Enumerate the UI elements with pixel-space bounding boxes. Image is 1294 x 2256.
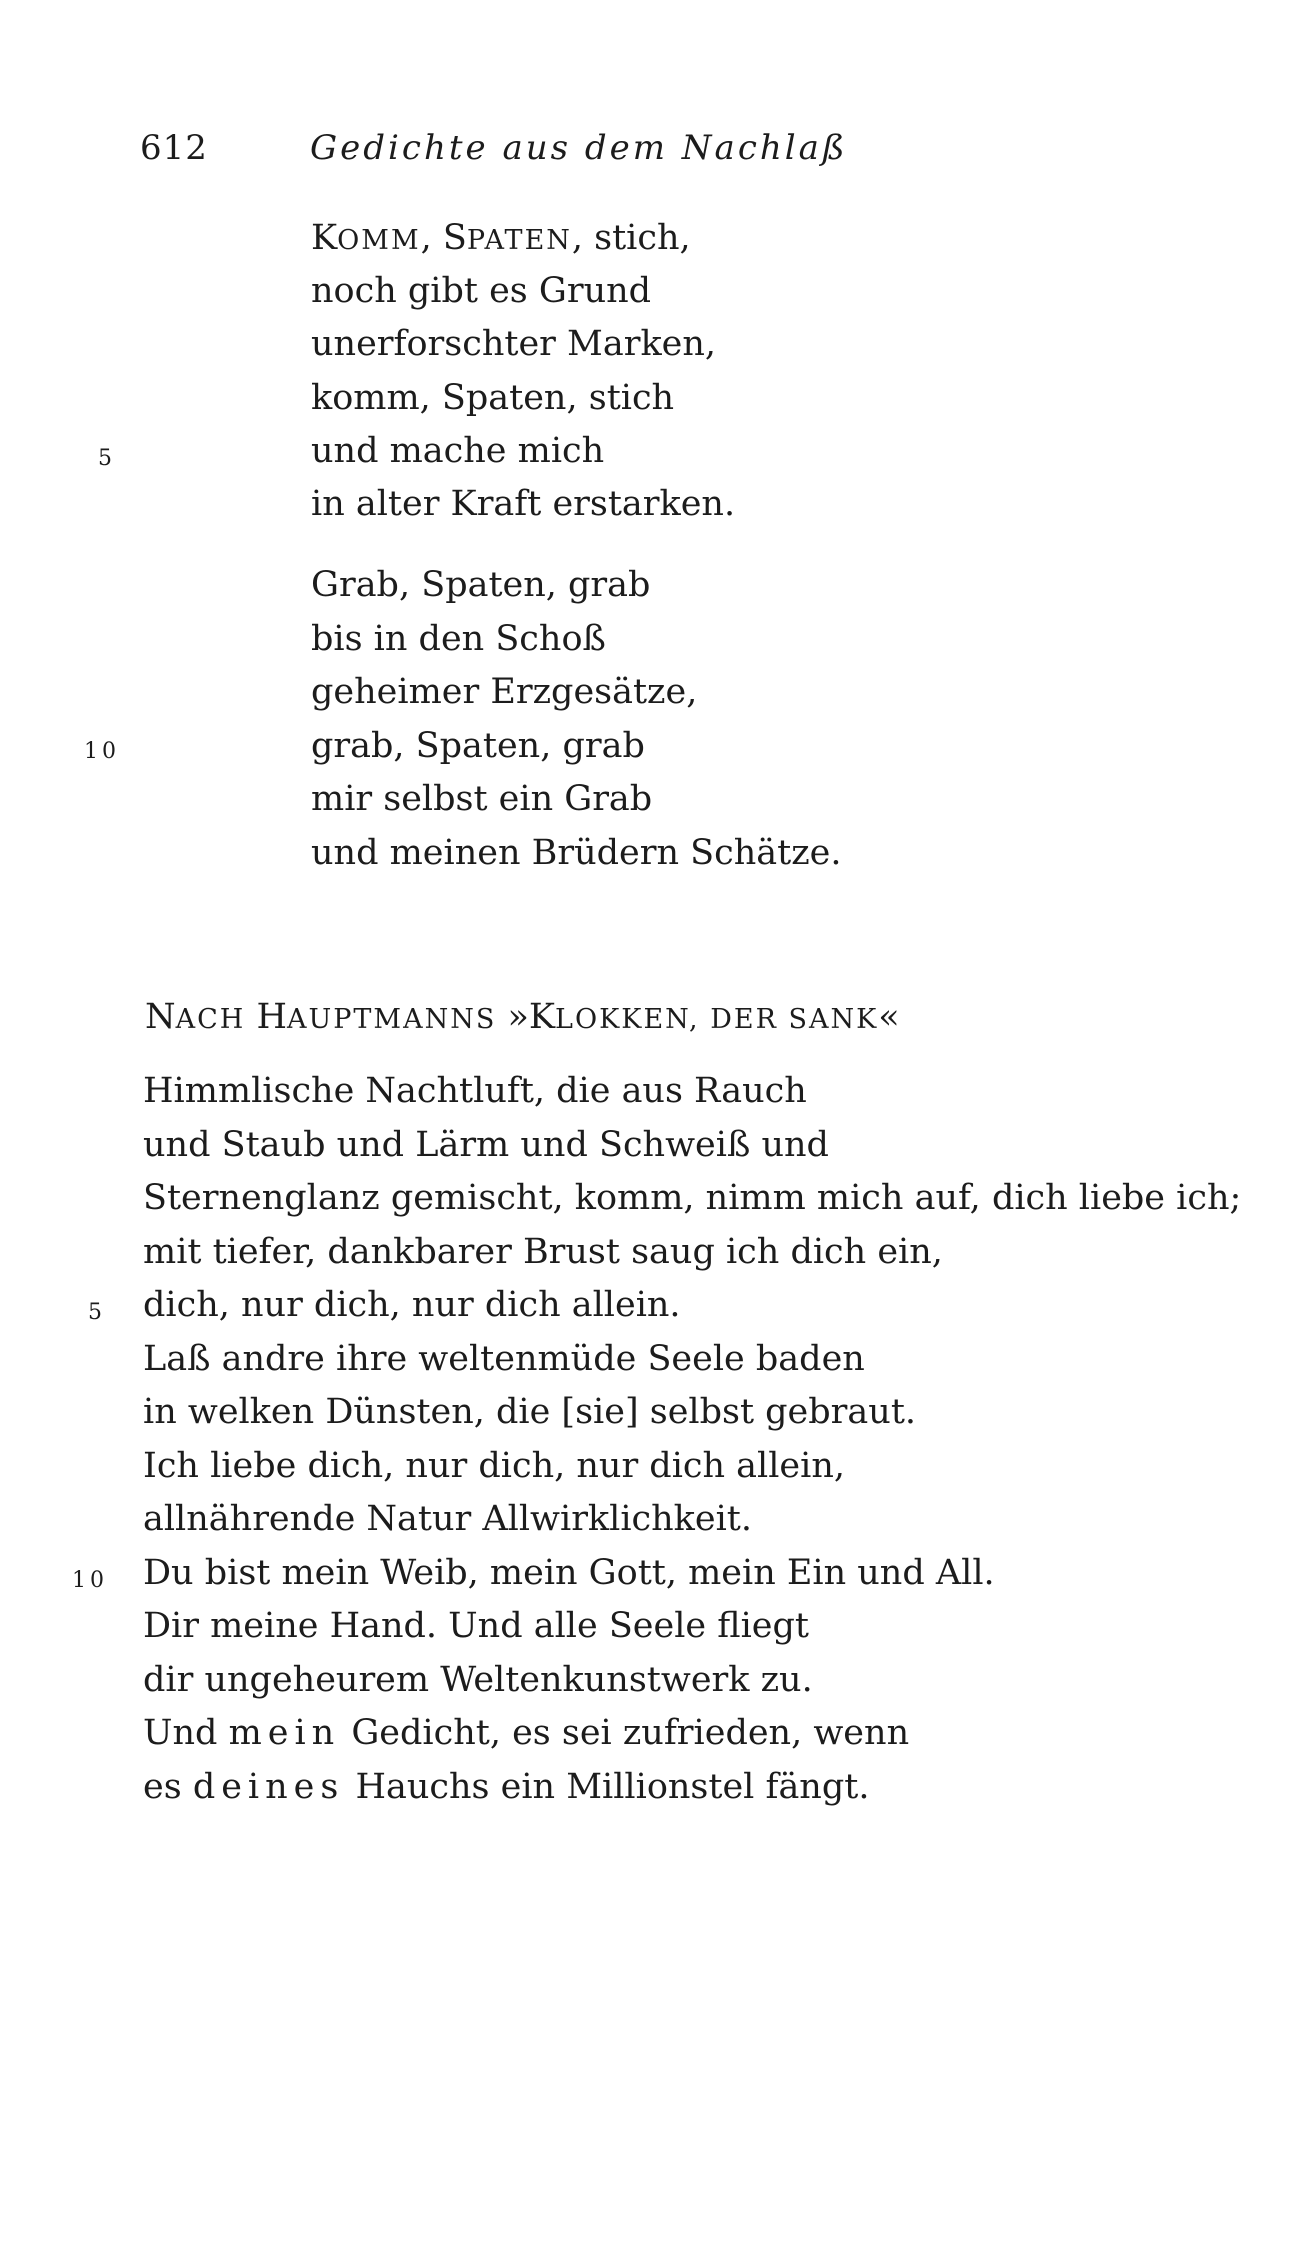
running-title: Gedichte aus dem Nachlaß: [310, 128, 848, 168]
poem1-line-4: komm, Spaten, stich: [311, 378, 675, 418]
poem1-line-7: Grab, Spaten, grab: [311, 565, 651, 605]
poem2-line-10: Du bist mein Weib, mein Gott, mein Ein und All.: [143, 1553, 995, 1593]
poem2-line-1: Himmlische Nachtluft, die aus Rauch: [143, 1071, 807, 1111]
poem1-line-12: und meinen Brüdern Schätze.: [311, 833, 842, 873]
poem2-line-number-10: 10: [72, 1568, 108, 1593]
poem2-line-6: Laß andre ihre weltenmüde Seele baden: [143, 1339, 865, 1379]
page-number: 612: [140, 128, 208, 168]
poem1-line-6: in alter Kraft erstarken.: [311, 484, 736, 524]
poem1-line-10: grab, Spaten, grab: [311, 726, 645, 766]
poem2-title: NACH HAUPTMANNS »KLOKKEN, DER SANK«: [145, 997, 900, 1037]
poem1-line-9: geheimer Erzgesätze,: [311, 672, 698, 712]
poem1-line-8: bis in den Schoß: [311, 619, 606, 659]
poem2-line-5: dich, nur dich, nur dich allein.: [143, 1285, 681, 1325]
poem2-line-number-5: 5: [88, 1300, 106, 1325]
poem1-line-3: unerforschter Marken,: [311, 324, 717, 364]
poem1-line-1: KOMM, SPATEN, stich,: [311, 218, 691, 258]
poem2-line-3: Sternenglanz gemischt, komm, nimm mich auf, dich liebe ich;: [143, 1178, 1242, 1218]
poem1-line-5: und mache mich: [311, 431, 605, 471]
poem2-line-11: Dir meine Hand. Und alle Seele fliegt: [143, 1606, 809, 1646]
poem2-line-13: Und mein Gedicht, es sei zufrieden, wenn: [143, 1713, 910, 1753]
poem2-line-7: in welken Dünsten, die [sie] selbst gebraut.: [143, 1392, 917, 1432]
poem1-line-11: mir selbst ein Grab: [311, 779, 653, 819]
poem2-line-12: dir ungeheurem Weltenkunstwerk zu.: [143, 1660, 813, 1700]
poem1-line-2: noch gibt es Grund: [311, 271, 652, 311]
poem2-line-2: und Staub und Lärm und Schweiß und: [143, 1125, 829, 1165]
poem1-line-number-10: 10: [84, 739, 120, 764]
poem2-line-14: es deines Hauchs ein Millionstel fängt.: [143, 1767, 870, 1807]
poem2-line-8: Ich liebe dich, nur dich, nur dich allein,: [143, 1446, 845, 1486]
poem2-line-4: mit tiefer, dankbarer Brust saug ich dich ein,: [143, 1232, 943, 1272]
poem1-line-number-5: 5: [98, 446, 116, 471]
poem2-line-9: allnährende Natur Allwirklichkeit.: [143, 1499, 752, 1539]
